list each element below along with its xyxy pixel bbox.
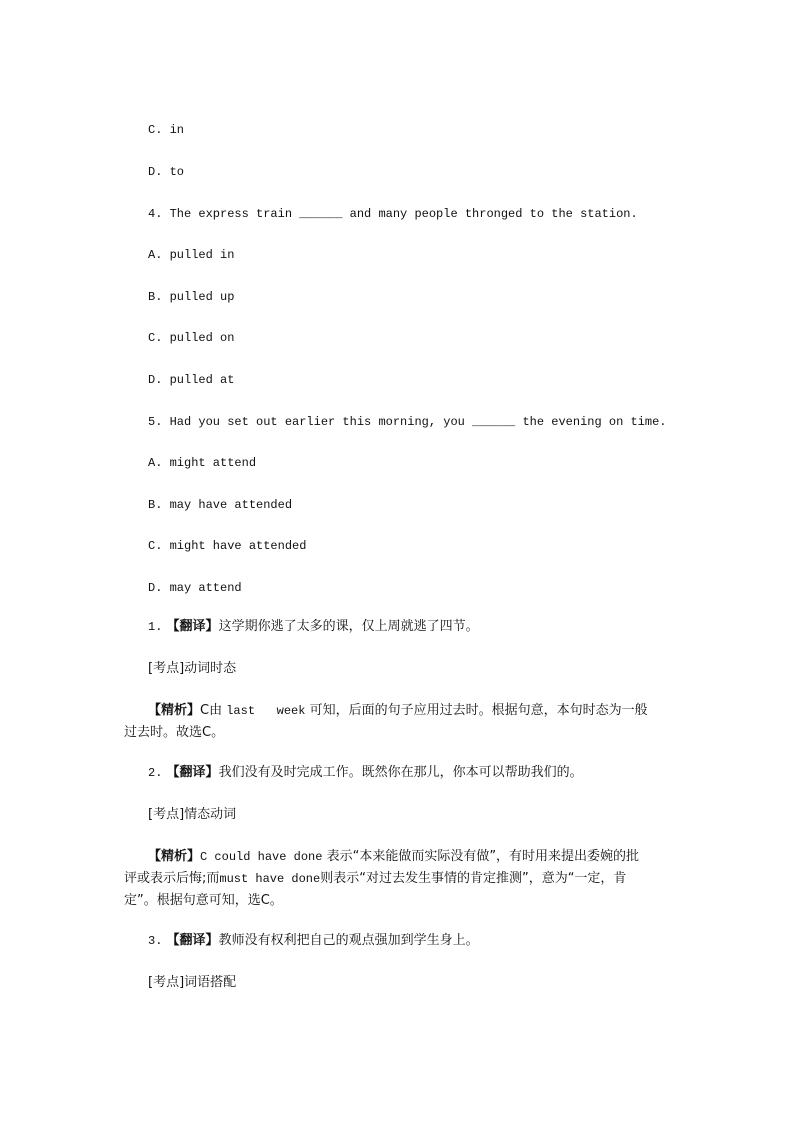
answer-2-analysis-keyword2: must have done	[219, 872, 321, 886]
answer-1-number: 1.	[148, 620, 163, 634]
answer-2-analysis-part2: 评或表示后悔;而	[124, 871, 220, 886]
answer-2-analysis-line2	[124, 868, 626, 890]
answer-2-analysis-tag: 【精析】	[148, 849, 201, 864]
q5-option-a: A. might attend	[148, 456, 257, 470]
answer-1-analysis-keyword: last week	[226, 704, 306, 718]
answer-2-translation-text: 我们没有及时完成工作。既然你在那儿，你本可以帮助我们的。	[218, 765, 583, 780]
q5-option-b: B. may have attended	[148, 498, 293, 512]
answer-1-analysis	[148, 700, 648, 722]
answer-1-analysis-line2: 过去时。故选C。	[124, 725, 225, 740]
q5-option-c: C. might have attended	[148, 539, 307, 553]
answer-2-analysis-part3: 则表示“对过去发生事情的肯定推测”，意为“一定，肯	[320, 871, 627, 886]
answer-1-analysis-part1: C由	[200, 703, 223, 718]
answer-1-analysis-part2: 可知，后面的句子应用过去时。根据句意，本句时态为一般	[309, 703, 648, 718]
answer-3-translation-text: 教师没有权利把自己的观点强加到学生身上。	[218, 933, 479, 948]
answer-2-number: 2.	[148, 766, 163, 780]
answer-2-analysis-line3: 定”。根据句意可知，选C。	[124, 893, 283, 908]
q4-stem: 4. The express train ______ and many people thronged to the station.	[148, 207, 638, 221]
q5-option-d: D. may attend	[148, 581, 242, 595]
answer-1-translation-text: 这学期你逃了太多的课，仅上周就逃了四节。	[218, 619, 479, 634]
answer-2-analysis	[148, 846, 639, 868]
q3-option-c: C. in	[148, 123, 185, 137]
answer-1-tag: 【翻译】	[166, 619, 219, 634]
q4-option-b: B. pulled up	[148, 290, 235, 304]
answer-1-translation	[148, 616, 479, 638]
answer-3-tag: 【翻译】	[166, 933, 219, 948]
answer-2-translation	[148, 762, 583, 784]
answer-3-point: [考点]词语搭配	[148, 975, 237, 990]
q4-option-d: D. pulled at	[148, 373, 235, 387]
answer-2-point: [考点]情态动词	[148, 807, 237, 822]
answer-3-number: 3.	[148, 934, 163, 948]
answer-1-point: [考点]动词时态	[148, 661, 237, 676]
answer-3-translation	[148, 930, 479, 952]
q5-stem: 5. Had you set out earlier this morning, you ______ the evening on time.	[148, 415, 667, 429]
answer-2-analysis-part1: 表示“本来能做而实际没有做”，有时用来提出委婉的批	[326, 849, 640, 864]
answer-2-tag: 【翻译】	[166, 765, 219, 780]
q4-option-a: A. pulled in	[148, 248, 235, 262]
q4-option-c: C. pulled on	[148, 331, 235, 345]
answer-2-analysis-keyword1: C could have done	[200, 850, 323, 864]
q3-option-d: D. to	[148, 165, 185, 179]
answer-1-analysis-tag: 【精析】	[148, 703, 201, 718]
